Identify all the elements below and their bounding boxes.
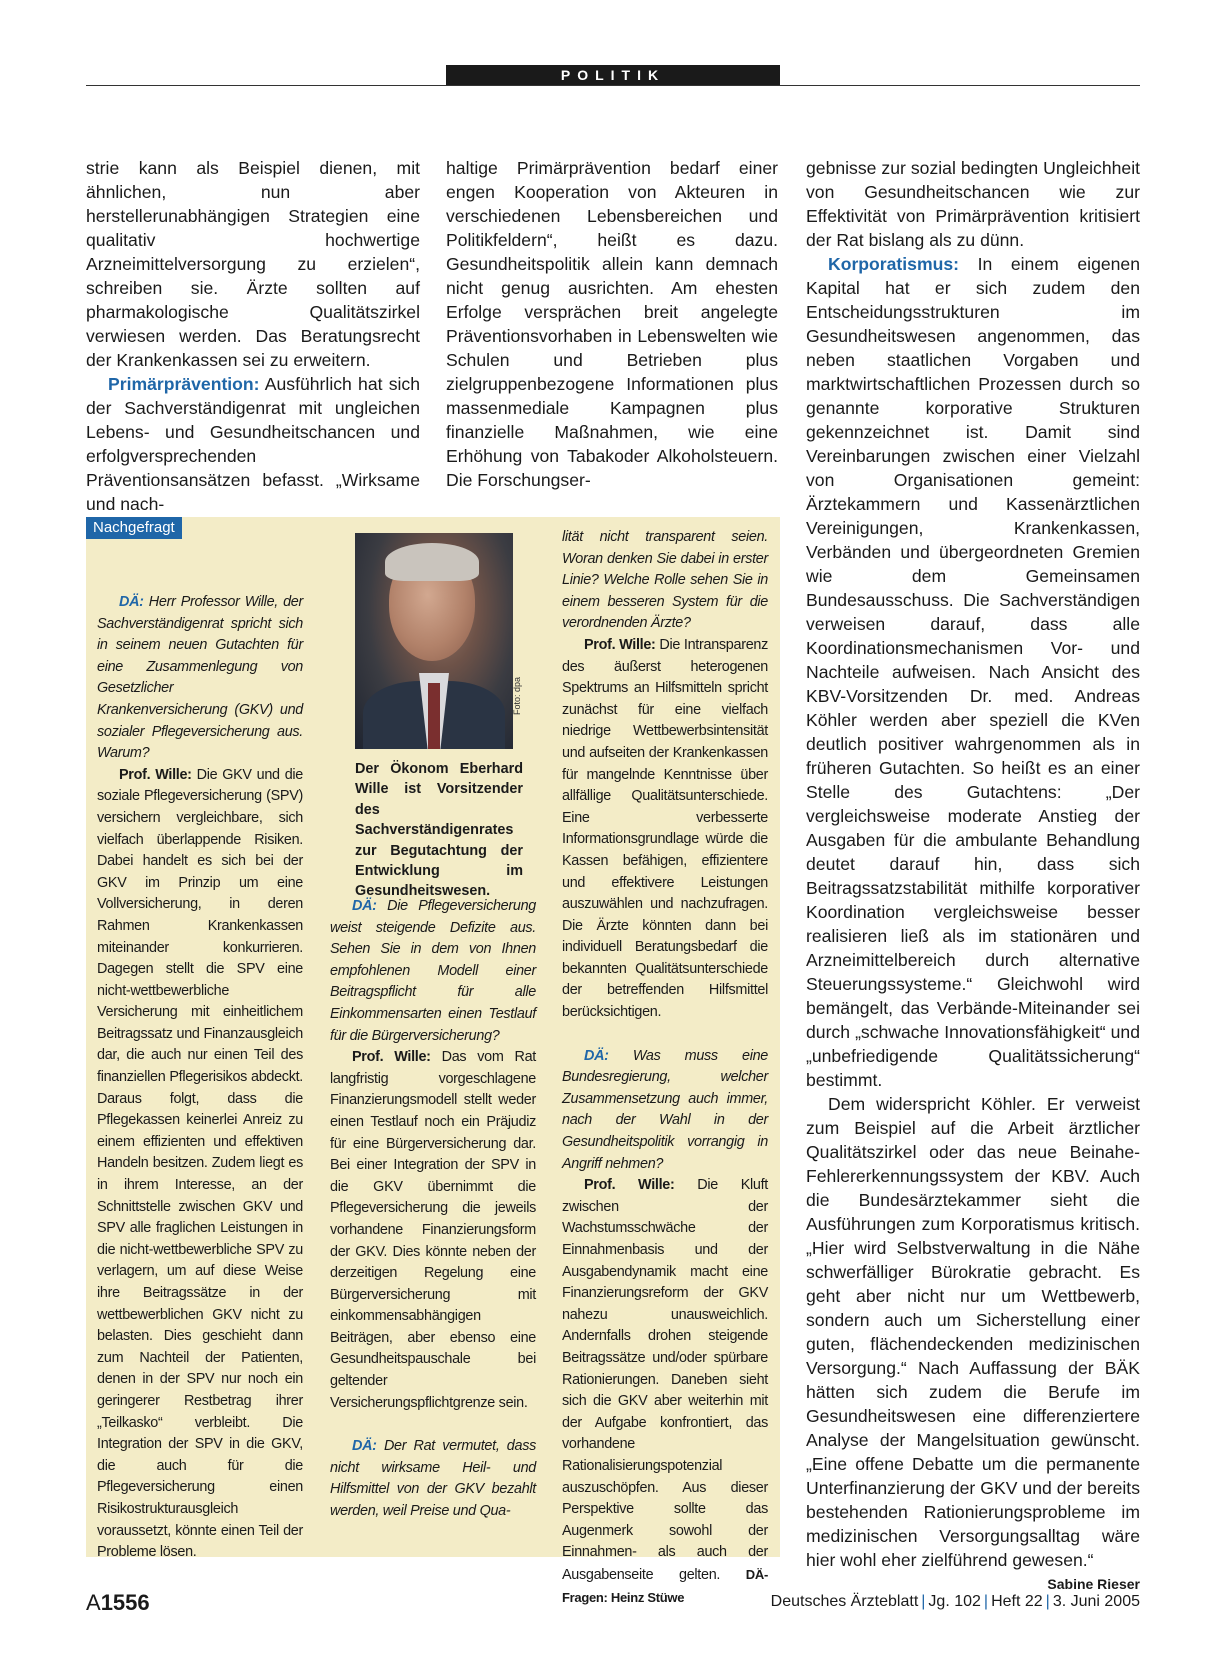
article-column-2 bbox=[446, 156, 778, 492]
interview-column-2 bbox=[330, 896, 536, 1523]
answer: Prof. Wille: Die GKV und die soziale Pflegeversicherung (SPV) versichern vergleichbare, sich vielfach überlappende Risiken. Dabei handelt es sich bei der GKV im Prinzip um eine Vollversicherung, in deren Rahmen Krankenkassen miteinander konkurrieren. Dagegen stellt die SPV eine nicht-wettbewerbliche Versicherung mit einheitlichem Beitragssatz und Finanzausgleich dar, die auch nur einen Teil des finanziellen Pflegerisikos abdeckt. Daraus folgt, dass die Pflegekassen keinerlei Anreiz zu einem effizienten und effektiven Handeln besitzen. Zudem liegt es in ihrem Interesse, an der Schnittstelle zwischen GKV und SPV alle fraglichen Leistungen in die nicht-wettbewerbliche SPV zu verlagern, um auf diese Weise ihre Beitragssätze in der wettbewerblichen GKV nicht zu belasten. Dies geschieht dann zum Nachteil der Patienten, denen in der SPV nur noch ein geringerer Restbetrag ihrer „Teilkasko“ verbleibt. Die Integration der SPV in die GKV, die auch für die Pflegeversicherung einen Risikostrukturausgleich voraussetzt, könnte einen Teil der Probleme lösen. bbox=[97, 766, 303, 1561]
subheading: Korporatismus: bbox=[828, 254, 959, 274]
author-byline: Sabine Rieser bbox=[1047, 1576, 1140, 1592]
paragraph: strie kann als Beispiel dienen, mit ähnlichen, nun aber herstellerunabhängigen Strategien eine qualitativ hochwertige Arzneimittelversorgung zu erzielen“, schreiben sie. Ärzte sollten auf pharmakologische Qualitätszirkel verwiesen werden. Das Beratungsrecht der Krankenkassen sei zu erweitern. bbox=[86, 158, 420, 370]
question: DÄ: Was muss eine Bundesregierung, welcher Zusammensetzung auch immer, nach der Wahl in der Gesundheitspolitik vorrangig in Angriff nehmen? bbox=[562, 1047, 768, 1172]
answer: Prof. Wille: Die Kluft zwischen der Wachstumsschwäche der Einnahmenbasis und der Ausgabendynamik macht eine Finanzierungsreform der GKV nahezu unausweichlich. Andernfalls drohen steigende Beitragssätze und/oder spürbare Rationierungen. Daneben sieht sich die GKV aber weiterhin mit der Aufgabe konfrontiert, das vorhandene Rationalisierungspotenzial auszuschöpfen. Aus dieser Perspektive sollte das Augenmerk sowohl der Einnahmen- als auch der Ausgabenseite gelten. DÄ-Fragen: Heinz Stüwe bbox=[562, 1177, 768, 1605]
interview-column-1 bbox=[97, 592, 303, 1564]
article-column-1 bbox=[86, 156, 420, 516]
interview-credit: DÄ-Fragen: Heinz Stüwe bbox=[562, 1566, 768, 1605]
paragraph: gebnisse zur sozial bedingten Ungleichheit von Gesundheitschancen wie zur Effektivität von Primärprävention kritisiert der Rat bislang als zu dünn. bbox=[806, 158, 1140, 250]
portrait-photo bbox=[355, 533, 513, 749]
section-tag: POLITIK bbox=[446, 65, 780, 86]
photo-credit: Foto: dpa bbox=[512, 676, 522, 715]
subheading: Primärprävention: bbox=[108, 374, 260, 394]
answer: Prof. Wille: Die Intransparenz des äußerst heterogenen Spektrums an Hilfsmitteln spricht zunächst für eine vielfach niedrige Wettbewerbsintensität und aufseiten der Krankenkassen für mangelnde Kenntnisse über allfällige Qualitätsunterschiede. Eine verbesserte Informationsgrundlage würde die Kassen befähigen, effizientere und effektivere Leistungen auszuwählen und nachzufragen. Die Ärzte könnten dann bei individuell Beratungsbedarf die bekannten Qualitätsunterschiede der betreffenden Hilfsmittel berücksichtigen. bbox=[562, 636, 768, 1021]
question: DÄ: Der Rat vermutet, dass nicht wirksame Heil- und Hilfsmittel von der GKV bezahlt werden, weil Preise und Qua- bbox=[330, 1438, 536, 1520]
question: DÄ: Die Pflegeversicherung weist steigende Defizite aus. Sehen Sie in dem von Ihnen empfohlenen Modell einer Beitragspflicht für alle Einkommensarten einen Testlauf für die Bürgerversicherung? bbox=[330, 898, 536, 1044]
paragraph: Dem widerspricht Köhler. Er verweist zum Beispiel auf die Arbeit ärztlicher Qualitätszirkel oder das neue Beinahe-Fehlererkennungssystem der KBV. Auch die Bundesärztekammer sieht die Ausführungen zum Korporatismus kritisch. „Hier wird Selbstverwaltung in die Nähe schwerfälliger Bürokratie gebracht. Es geht aber nicht nur um Wettbewerb, sondern auch um Sicherstellung einer guten, flächendeckenden medizinischen Versorgung.“ Nach Auffassung der BÄK hätten sich zudem die Berufe im Gesundheitswesen eine differenziertere Analyse der Mangelsituation gewünscht. „Eine offene Debatte um die permanente Unterfinanzierung der GKV und der bereits bestehenden Rationierungsprobleme im medizinischen Versorgungsalltag wäre hier wohl eher zielführend gewesen.“ Sabine Rieser bbox=[806, 1092, 1140, 1572]
paragraph: Primärprävention: Ausführlich hat sich der Sachverständigenrat mit ungleichen Lebens- und Gesundheitschancen und erfolgversprechenden Präventionsansätzen befasst. „Wirksame und nach- bbox=[86, 374, 420, 514]
paragraph: Korporatismus: In einem eigenen Kapital hat er sich zudem den Entscheidungsstrukturen im Gesundheitswesen angenommen, das neben staatlichen Vorgaben und marktwirtschaftlichen Prozessen durch so genannte korporative Strukturen gekennzeichnet ist. Damit sind Vereinbarungen zwischen einer Vielzahl von Organisationen gemeint: Ärztekammern und Kassenärztlichen Vereinigungen, Krankenkassen, Verbänden und übergeordneten Gremien wie dem Gemeinsamen Bundesausschuss. Die Sachverständigen verweisen darauf, dass alle Koordinationsmechanismen Vor- und Nachteile aufweisen. Nach Ansicht des KBV-Vorsitzenden Dr. med. Andreas Köhler werden aber speziell die KVen deutlich positiver wahrgenommen als in früheren Gutachten. So heißt es an einer Stelle des Gutachtens: „Der vergleichsweise moderate Anstieg der Ausgaben für die ambulante Behandlung deutet darauf hin, dass sich Beitragssatzstabilität mithilfe korporativer Koordination vergleichsweise besser realisieren ließ als im stationären und Arzneimittelbereich durch alternative Steuerungssysteme.“ Gleichwohl wird bemängelt, das Verbände-Miteinander sei durch „schwache Innovationsfähigkeit“ und „unbefriedigende Qualitätssicherung“ bestimmt. bbox=[806, 254, 1140, 1090]
answer: Prof. Wille: Das vom Rat langfristig vorgeschlagene Finanzierungsmodell stellt weder einen Testlauf noch ein Präjudiz für eine Bürgerversicherung dar. Bei einer Integration der SPV in die GKV übernimmt die Pflegeversicherung die jeweils vorhandene Finanzierungsform der GKV. Dies könnte neben der derzeitigen Regelung eine Bürgerversicherung mit einkommensabhängigen Beiträgen, aber ebenso eine Gesundheitspauschale bei geltender Versicherungspflichtgrenze sein. bbox=[330, 1049, 536, 1411]
interview-column-3 bbox=[562, 527, 768, 1609]
page-number: A1556 bbox=[86, 1590, 150, 1615]
photo-caption: Der Ökonom Eberhard Wille ist Vorsitzender des Sachverständigenrates zur Begutachtung der Entwicklung im Gesundheitswesen. bbox=[355, 761, 523, 900]
header-rule bbox=[86, 85, 1140, 86]
journal-footer: Deutsches Ärzteblatt | Jg. 102 | Heft 22 | 3. Juni 2005 bbox=[770, 1593, 1140, 1610]
article-column-3 bbox=[806, 156, 1140, 1596]
question: lität nicht transparent seien. Woran denken Sie dabei in erster Linie? Welche Rolle sehen Sie in einem besseren System für die verordnenden Ärzte? bbox=[562, 529, 768, 632]
paragraph: haltige Primärprävention bedarf einer engen Kooperation von Akteuren in verschiedenen Lebensbereichen und Politikfeldern“, heißt es dazu. Gesundheitspolitik allein kann demnach nicht genug ausrichten. Am ehesten Erfolge versprächen breit angelegte Präventionsvorhaben in Lebenswelten wie Schulen und Betrieben plus zielgruppenbezogene Informationen plus massenmediale Kampagnen plus finanzielle Maßnahmen, wie eine Erhöhung von Tabakoder Alkoholsteuern. Die Forschungser- bbox=[446, 158, 778, 490]
question: DÄ: Herr Professor Wille, der Sachverständigenrat spricht sich in seinem neuen Gutachten für eine Zusammenlegung von Gesetzlicher Krankenversicherung (GKV) und sozialer Pflegeversicherung aus. Warum? bbox=[97, 594, 303, 762]
box-label: Nachgefragt bbox=[86, 517, 182, 539]
